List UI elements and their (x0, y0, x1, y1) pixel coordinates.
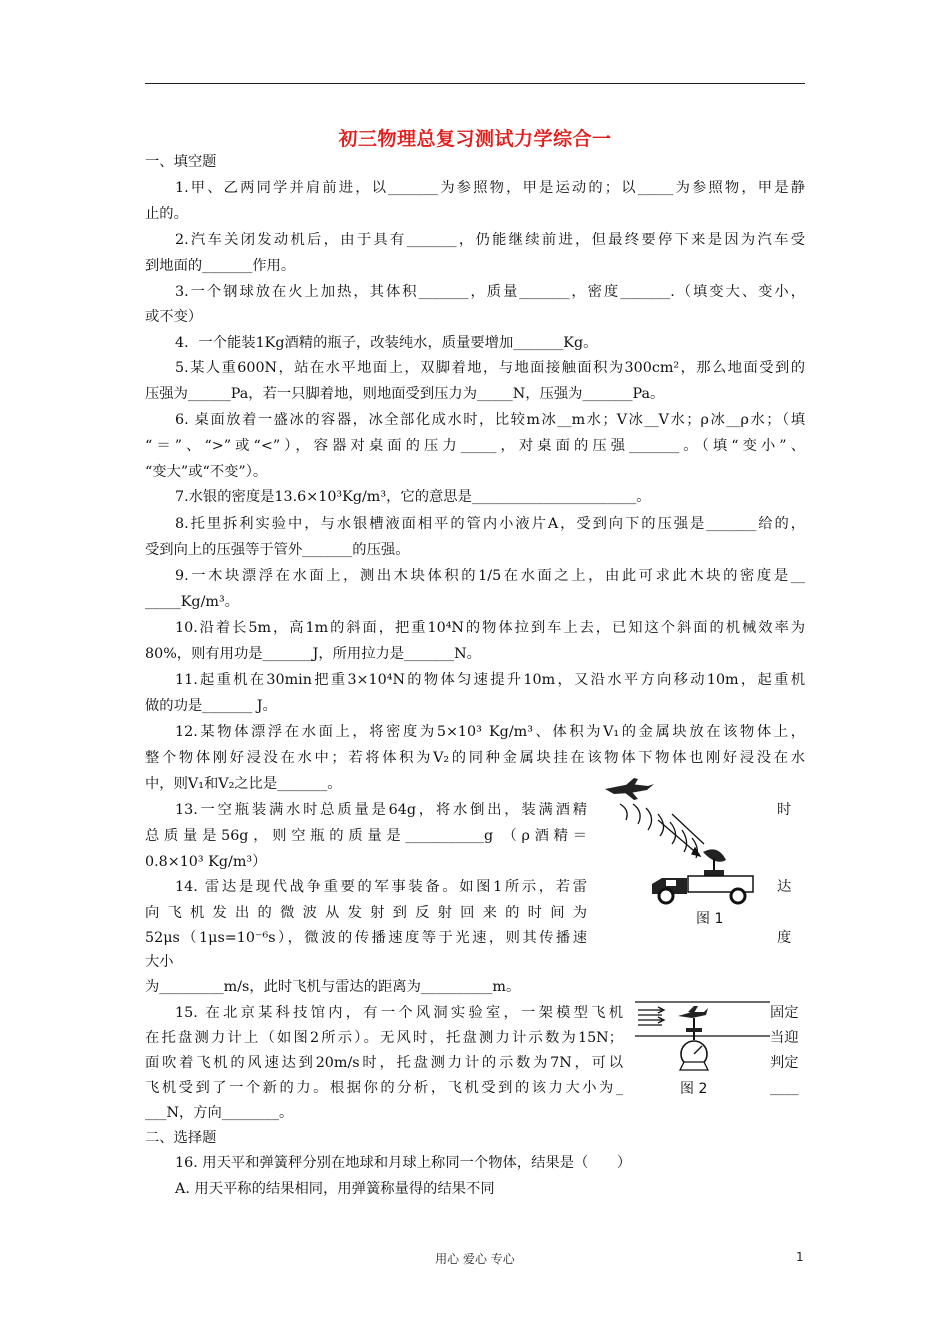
question-line: 总质量是56g，则空瓶的质量是___________g （ρ酒精＝ (145, 828, 587, 844)
radar-truck-icon (652, 849, 753, 903)
question-line: 16. 用天平和弹簧秤分别在地球和月球上称同一个物体，结果是（ ） (175, 1155, 632, 1171)
figure-2-label: 图 2 (680, 1081, 708, 1097)
figure-1-label: 图 1 (696, 911, 724, 927)
question-line: “变大”或“不变”）。 (145, 464, 268, 480)
question-line: 大小 (145, 954, 174, 970)
question-line: 在托盘测力计上（如图2所示）。无风时，托盘测力计示数为15N； (145, 1030, 623, 1046)
question-line: 8.托里拆利实验中，与水银槽液面相平的管内小液片A，受到向下的压强是_______给的， (175, 516, 805, 532)
question-line: 0.8×10³ Kg/m³） (145, 854, 267, 870)
question-line: 受到向上的压强等于管外_______的压强。 (145, 542, 410, 558)
question-line: 6. 桌面放着一盛冰的容器，冰全部化成水时，比较m冰__m水；V冰__V水；ρ冰__ρ水；（填 (175, 412, 805, 428)
question-line: 3.一个钢球放在火上加热，其体积_______，质量_______，密度_______.（填变大、变小， (175, 284, 805, 300)
question-line: 52μs（1μs=10⁻⁶s），微波的传播速度等于光速，则其传播速 (145, 930, 587, 946)
question-line: 向飞机发出的微波从发射到反射回来的时间为 (145, 905, 587, 921)
footer-motto: 用心 爱心 专心 (435, 1252, 515, 1266)
question-line-right: 达 (777, 879, 792, 895)
question-line: 压强为______Pa，若一只脚着地，则地面受到压力为_____N，压强为_______Pa。 (145, 386, 665, 402)
radar-figure (600, 774, 770, 909)
section-heading-fill: 一、填空题 (145, 154, 217, 170)
question-line: ___N，方向________。 (145, 1105, 294, 1121)
page-number: 1 (796, 1250, 804, 1264)
question-line: 5.某人重600N，站在水平地面上，双脚着地，与地面接触面积为300cm²，那么地面受到的 (175, 360, 805, 376)
question-line: 飞机受到了一个新的力。根据你的分析，飞机受到的该力大小为_ (145, 1080, 623, 1096)
question-line: 9.一木块漂浮在水面上，测出木块体积的1/5在水面之上，由此可求此木块的密度是__ (175, 568, 805, 584)
scale-icon (680, 1032, 708, 1070)
question-line-right: ____ (770, 1080, 799, 1096)
question-line: 1.甲、乙两同学并肩前进，以_______为参照物，甲是运动的；以_____为参照物，甲是静 (175, 180, 805, 196)
airplane-icon (605, 778, 654, 800)
question-line: 2.汽车关闭发动机后，由于具有_______，仍能继续前进，但最终要停下来是因为汽车受 (175, 232, 805, 248)
question-line: 面吹着飞机的风速达到20m/s时，托盘测力计的示数为7N，可以 (145, 1055, 623, 1071)
question-line-right: 当迎 (770, 1030, 799, 1046)
question-line: “＝”、“>”或“<”），容器对桌面的压力_____，对桌面的压强_______。（填“变小”、 (145, 438, 805, 454)
header-rule (145, 83, 805, 84)
question-line: 做的功是_______ J。 (145, 698, 277, 714)
question-line-right: 时 (777, 802, 792, 818)
question-line: 12.某物体漂浮在水面上，将密度为5×10³ Kg/m³、体积为V₁的金属块放在该物体上， (175, 724, 805, 740)
question-line: 80%，则有用功是_______J，所用拉力是_______N。 (145, 646, 481, 662)
question-line: 到地面的_______作用。 (145, 258, 296, 274)
model-plane-icon (678, 1006, 708, 1032)
section-heading-choice: 二、选择题 (145, 1130, 217, 1146)
option-line: A. 用天平称的结果相同，用弹簧称量得的结果不同 (175, 1181, 495, 1197)
question-line-right: 度 (777, 930, 792, 946)
question-line-right: 固定 (770, 1005, 799, 1021)
question-line: 整个物体刚好浸没在水中；若将体积为V₂的同种金属块挂在该物体下物体也刚好浸没在水 (145, 750, 805, 766)
wind-arrows-icon (638, 1007, 664, 1025)
question-line: 13.一空瓶装满水时总质量是64g，将水倒出，装满酒精 (175, 802, 587, 818)
question-line: 止的。 (145, 206, 188, 222)
question-line: 11.起重机在30min把重3×10⁴N的物体匀速提升10m，又沿水平方向移动10m，起重机 (175, 672, 805, 688)
question-line: 15. 在北京某科技馆内，有一个风洞实验室，一架模型飞机 (175, 1005, 623, 1021)
question-line: 中，则V₁和V₂之比是_______。 (145, 776, 342, 792)
question-line: _____Kg/m³。 (145, 594, 239, 610)
question-line: 或不变） (145, 309, 203, 325)
microwave-arcs (620, 804, 704, 858)
question-line: 10.沿着长5m，高1m的斜面，把重10⁴N的物体拉到车上去，已知这个斜面的机械效率为 (175, 620, 805, 636)
question-line: 4．一个能装1Kg酒精的瓶子，改装纯水，质量要增加_______Kg。 (175, 335, 598, 351)
question-line: 14. 雷达是现代战争重要的军事装备。如图1所示，若雷 (175, 879, 587, 895)
document-title: 初三物理总复习测试力学综合一 (338, 128, 612, 150)
question-line-right: 判定 (770, 1055, 799, 1071)
wind-tunnel-figure (630, 996, 775, 1076)
question-line: 为_________m/s，此时飞机与雷达的距离为__________m。 (145, 979, 521, 995)
question-line: 7.水银的密度是13.6×10³Kg/m³，它的意思是_______________________。 (175, 489, 651, 505)
